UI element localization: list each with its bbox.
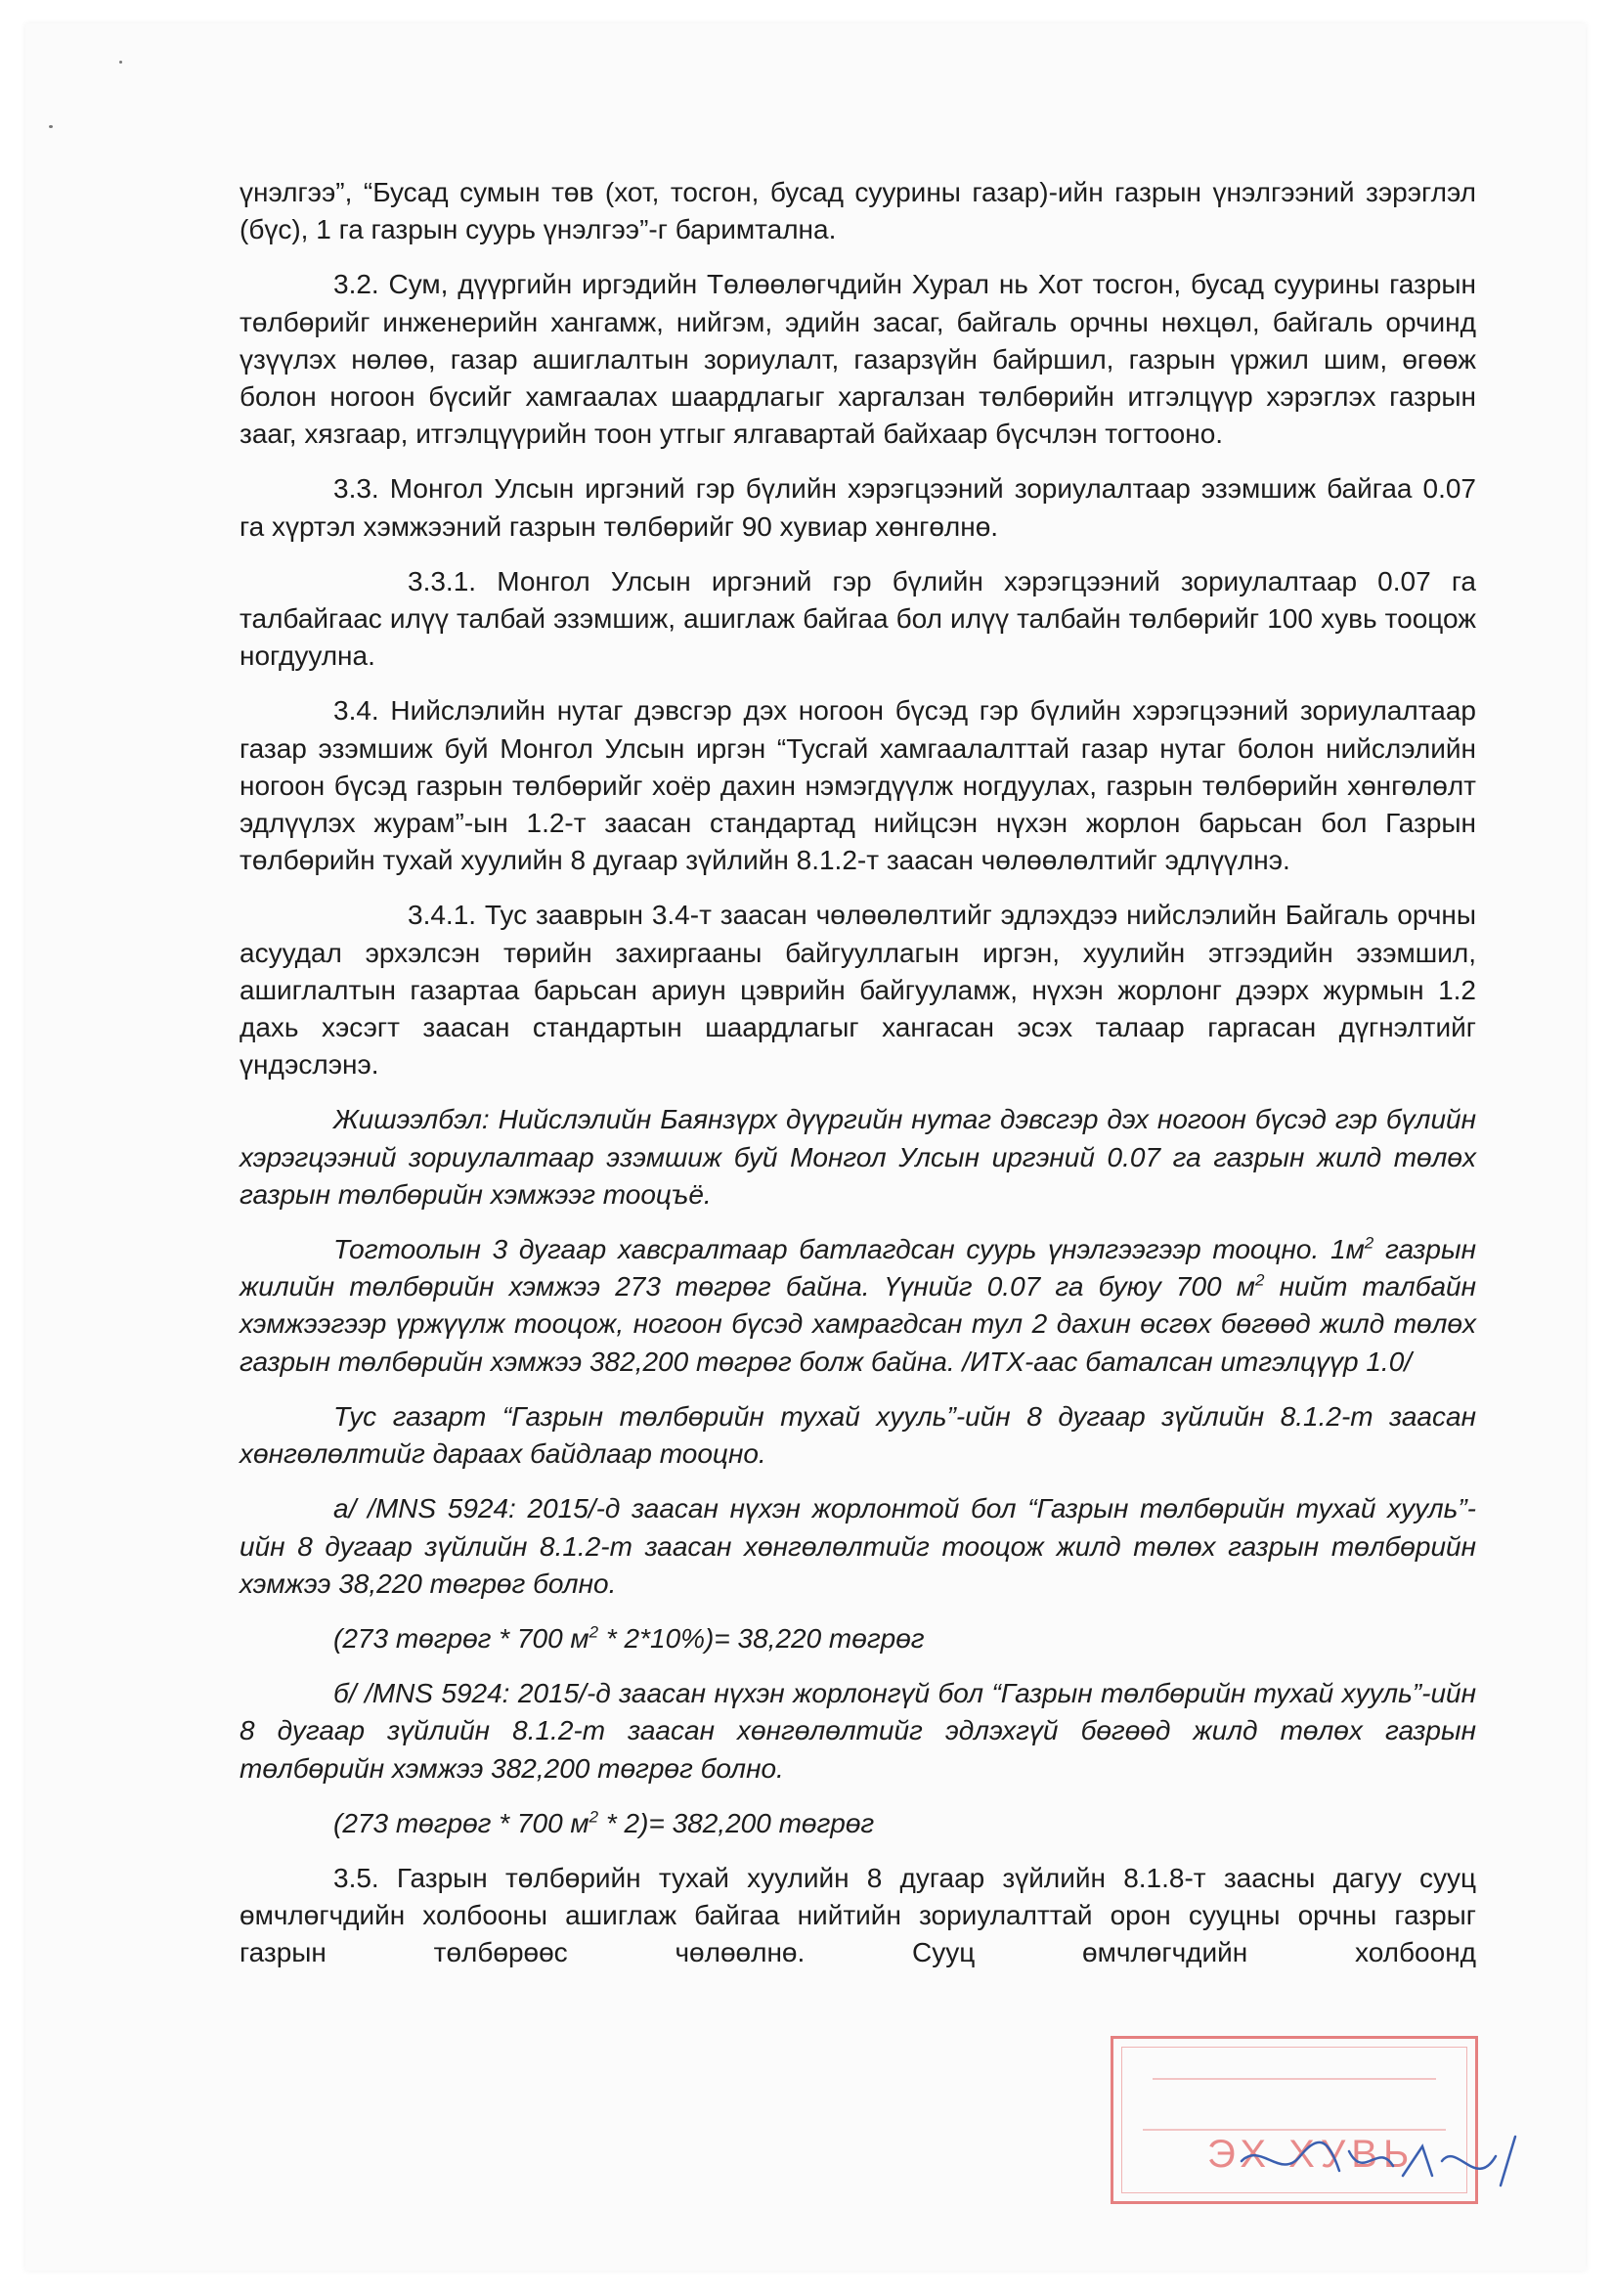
- paragraph-3-5: 3.5. Газрын төлбөрийн тухай хуулийн 8 дугаар зүйлийн 8.1.8-т заасны дагуу сууц өмчлөгчдийн холбооны ашиглаж байгаа нийтийн зориулалттай орон сууцны орчны газрыг газрын төлбөрөөс чөлөөлнө. Сууц өмчлөгчдийн холбоонд: [240, 1862, 1476, 1968]
- paragraph-3-4: 3.4. Нийслэлийн нутаг дэвсгэр дэх ногоон бүсэд гэр бүлийн хэрэгцээний зориулалтаар газар эзэмшиж буй Монгол Улсын иргэн “Тусгай хамгаалалттай газар нутаг болон нийслэлийн ногоон бүсэд газрын төлбөрийг хоёр дахин нэмэгдүүлж ногдуулах, газрын төлбөрийн хөнгөлөлт эдлүүлэх журам”-ын 1.2-т заасан стандартад нийцсэн нүхэн жорлон барьсан бол Газрын төлбөрийн тухай хуулийн 8 дугаар зүйлийн 8.1.2-т заасан чөлөөлөлтийг эдлүүлнэ.: [240, 695, 1476, 876]
- stamp-text: ЭХ ХУВЬ: [1207, 2133, 1416, 2176]
- superscript-2: 2: [1255, 1270, 1265, 1290]
- superscript-2: 2: [589, 1622, 599, 1642]
- superscript-2: 2: [1364, 1233, 1374, 1253]
- unit-m-1: 1м: [1330, 1234, 1365, 1265]
- stamp-line: [1153, 2078, 1436, 2080]
- paragraph-3-2: 3.2. Сум, дүүргийн иргэдийн Төлөөлөгчдийн Хурал нь Хот тосгон, бусад суурины газрын төлбөрийг инженерийн хангамж, нийгэм, эдийн засаг, байгаль орчны нөхцөл, байгаль орчинд үзүүлэх нөлөө, газар ашиглалтын зориулалт, газарзүйн байршил, газрын үржил шим, өгөөж болон ногоон бүсийг хамгаалах шаардлагыг харгалзан төлбөрийн итгэлцүүр хэрэглэх газрын зааг, хязгаар, итгэлцүүрийн тоон утгыг ялгавартай байхаар бүсчлэн тогтооно.: [240, 269, 1476, 450]
- paragraph-discount-intro: Тус газарт “Газрын төлбөрийн тухай хууль”-ийн 8 дугаар зүйлийн 8.1.2-т заасан хөнгөлөлтийг дараах байдлаар тооцно.: [240, 1400, 1476, 1470]
- paragraph-case-b: б/ /MNS 5924: 2015/-д заасан нүхэн жорлонгүй бол “Газрын төлбөрийн тухай хууль”-ийн 8 дугаар зүйлийн 8.1.2-т заасан хөнгөлөлтийг эдлэхгүй бөгөөд жилд төлөх газрын төлбөрийн хэмжээ 382,200 төгрөг болно.: [240, 1678, 1476, 1784]
- formula-a-part-2: * 2*10%)= 38,220 төгрөг: [598, 1622, 925, 1654]
- handwritten-signature: [1222, 2122, 1535, 2200]
- document-body: [240, 174, 1476, 1990]
- paragraph-3-3-1: 3.3.1. Монгол Улсын иргэний гэр бүлийн хэрэгцээний зориулалтаар 0.07 га талбайгаас илүү талбай эзэмшиж, ашиглаж байгаа бол илүү талбайн төлбөрийг 100 хувь тооцож ногдуулна.: [240, 565, 1476, 672]
- unit-m-2: м: [1236, 1271, 1255, 1303]
- paragraph-intro: үнэлгээ”, “Бусад сумын төв (хот, тосгон, бусад суурины газар)-ийн газрын үнэлгээний зэрэглэл (бүс), 1 га газрын суурь үнэлгээ”-г баримтална.: [240, 177, 1476, 245]
- paragraph-example: Жишээлбэл: Нийслэлийн Баянзүрх дүүргийн нутаг дэвсгэр дэх ногоон бүсэд гэр бүлийн хэрэгцээний зориулалтаар эзэмшиж буй Монгол Улсын иргэний 0.07 га газрын жилд төлөх газрын төлбөрийн хэмжээг тооцъё.: [240, 1104, 1476, 1210]
- calc-text-3: нийт талбайн хэмжээгээр үржүүлж тооцож, ногоон бүсэд хамрагдсан тул 2 дахин өсгөх бөгөөд жилд төлөх газрын төлбөрийн хэмжээ 382,200 төгрөг болж байна. /ИТХ-аас баталсан итгэлцүүр 1.0/: [240, 1271, 1477, 1377]
- paragraph-3-3: 3.3. Монгол Улсын иргэний гэр бүлийн хэрэгцээний зориулалтаар эзэмшиж байгаа 0.07 га хүртэл хэмжээний газрын төлбөрийг 90 хувиар хөнгөлнө.: [240, 473, 1476, 542]
- scan-speck: [49, 125, 53, 128]
- scan-speck: [119, 61, 122, 64]
- formula-a-part-1: (273 төгрөг * 700 м: [333, 1622, 589, 1654]
- calc-text-1: Тогтоолын 3 дугаар хавсралтаар батлагдсан суурь үнэлгээгээр тооцно.: [333, 1234, 1320, 1265]
- formula-a: [240, 1620, 1476, 1657]
- formula-b-part-2: * 2)= 382,200 төгрөг: [598, 1807, 875, 1838]
- calc-text-2: газрын жилийн төлбөрийн хэмжээ 273 төгрөг байна. Үүнийг 0.07 га буюу 700: [240, 1234, 1477, 1303]
- paragraph-3-4-1: 3.4.1. Тус зааврын 3.4-т заасан чөлөөлөлтийг эдлэхдээ нийслэлийн Байгаль орчны асуудал эрхэлсэн төрийн захиргааны байгууллагын иргэн, хуулийн этгээдийн эзэмшил, ашиглалтын газартаа барьсан ариун цэврийн байгууламж, нүхэн жорлонг дээрх журмын 1.2 дахь хэсэгт заасан стандартын шаардлагыг хангасан эсэх талаар гаргасан дүгнэлтийг үндэслэнэ.: [240, 900, 1476, 1081]
- paragraph-case-a: а/ /MNS 5924: 2015/-д заасан нүхэн жорлонтой бол “Газрын төлбөрийн тухай хууль”-ийн 8 дугаар зүйлийн 8.1.2-т заасан хөнгөлөлтийг тооцож жилд төлөх газрын төлбөрийн хэмжээ 38,220 төгрөг болно.: [240, 1493, 1476, 1599]
- formula-b-part-1: (273 төгрөг * 700 м: [333, 1807, 589, 1838]
- formula-b: [240, 1805, 1476, 1842]
- superscript-2: 2: [589, 1807, 599, 1827]
- paragraph-calculation: [240, 1231, 1476, 1381]
